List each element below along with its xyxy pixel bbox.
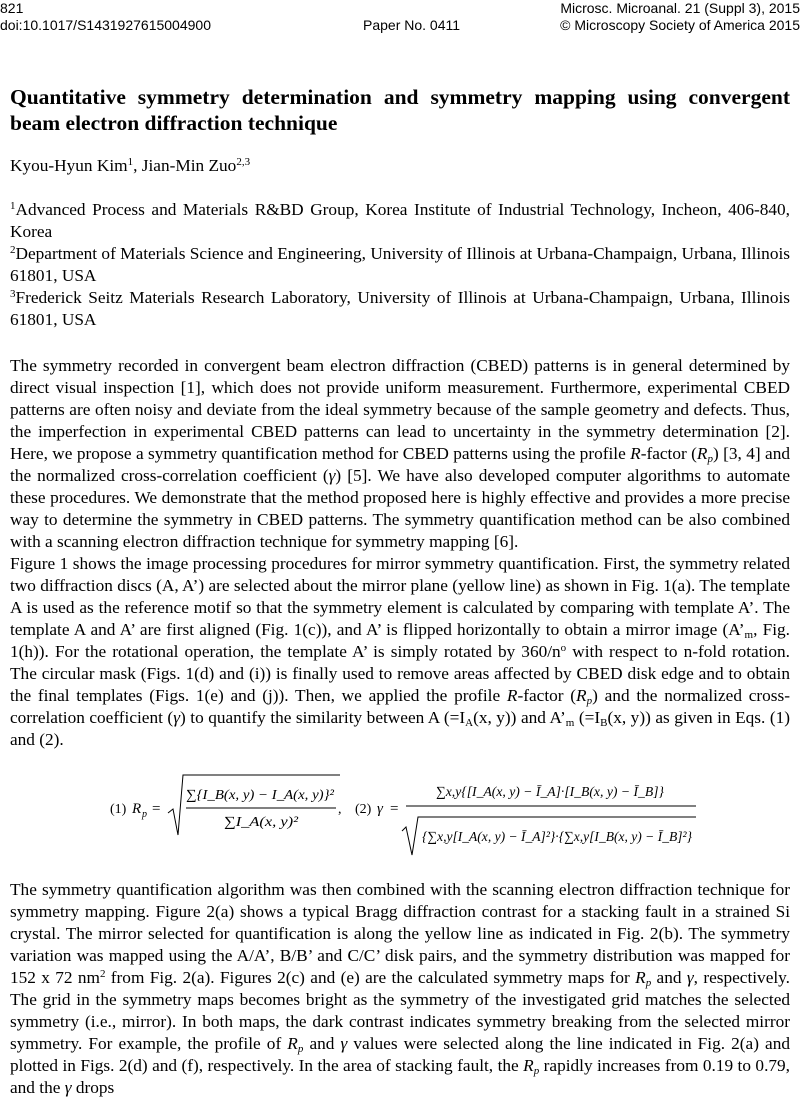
eq1-comma: , bbox=[338, 802, 342, 817]
text-run: The symmetry recorded in convergent beam electron diffraction (CBED) patterns is in general determined by direct visual inspection [1], which does not provide uniform measurement. Furthermore, experimental CBED patterns are often noisy and deviate from the ideal symmetry because of the sample geometry and defects. Thus, the imperfection in experimental CBED patterns can lead to uncertainty in the symmetry determination [2]. Here, we propose a symmetry quantification method for CBED patterns using the profile bbox=[10, 356, 790, 463]
author-separator: , bbox=[133, 156, 142, 175]
text-run: and bbox=[303, 1034, 341, 1053]
eq2-label: (2) bbox=[355, 802, 372, 817]
italic-symbol: R bbox=[287, 1034, 298, 1053]
subscript: p bbox=[586, 695, 593, 707]
affiliation-list bbox=[10, 199, 790, 331]
subscript: p bbox=[707, 453, 713, 465]
author-name: Jian-Min Zuo bbox=[141, 156, 237, 175]
italic-symbol: R bbox=[523, 1056, 534, 1075]
paper-title: Quantitative symmetry determination and symmetry mapping using convergent beam electron diffraction technique bbox=[10, 85, 790, 135]
subscript: p bbox=[533, 1065, 540, 1077]
text-run: The symmetry quantification algorithm was then combined with the scanning electron diffraction technique for symmetry mapping. Figure 2(a) shows a typical Bragg diffraction contrast for a stacking fault in a strained Si crystal. The mirror selected for quantification is along the yellow line as indicated in Fig. 2(b). The symmetry variation was mapped using the A/A’, B/B’ and C/C’ disk pairs, and the symmetry distribution was mapped for 152 x 72 nm bbox=[10, 880, 790, 987]
eq2-numerator: ∑x,y{[I_A(x, y) − Ī_A]·[I_B(x, y) − Ī_B]} bbox=[436, 785, 670, 800]
eq1-equals: = bbox=[152, 801, 161, 817]
affiliation-text: Frederick Seitz Materials Research Laboratory, University of Illinois at Urbana-Champaign, Urbana, Illinois 61801, USA bbox=[10, 288, 790, 329]
italic-symbol: R bbox=[506, 686, 518, 705]
italic-symbol: γ bbox=[64, 1078, 72, 1097]
author-affil-marker: 2,3 bbox=[236, 156, 251, 168]
equations-block bbox=[10, 751, 790, 879]
eq2-symbol: γ bbox=[377, 801, 383, 817]
text-run: with respect to n-fold rotation. The circular mask (Figs. 1(d) and (i)) is finally used to remove areas affected by CBED disk edge and to obtain the final templates (Figs. 1(e) and (j)). Then, we applied the profile bbox=[10, 642, 790, 705]
text-run: ) to quantify the similarity between A (=I bbox=[180, 708, 466, 727]
superscript: 2 bbox=[99, 968, 106, 980]
affiliation-number: 2 bbox=[10, 244, 16, 256]
superscript: o bbox=[560, 642, 567, 654]
italic-symbol: R bbox=[696, 444, 708, 463]
text-run: values were selected along the line indicated in Fig. 2(a) and plotted in Figs. 2(d) and (f), respectively. In the area of stacking fault, the bbox=[10, 1034, 791, 1075]
author-affil-marker: 1 bbox=[127, 156, 134, 168]
italic-symbol: γ bbox=[173, 708, 180, 727]
text-run: (x, y)) and A’ bbox=[473, 708, 566, 727]
text-run: , Fig. 1(h)). For the rotational operation, the template A’ is simply rotated by 360/n bbox=[10, 620, 791, 661]
text-run: ) [3, 4] and the normalized cross-correlation coefficient ( bbox=[10, 444, 790, 485]
paper-number: Paper No. 0411 bbox=[363, 17, 461, 33]
text-run: rapidly increases from 0.19 to 0.79, and the bbox=[10, 1056, 790, 1097]
author-list bbox=[10, 155, 790, 177]
equations-svg bbox=[10, 751, 790, 879]
subscript: B bbox=[600, 717, 608, 729]
copyright: © Microscopy Society of America 2015 bbox=[560, 17, 800, 33]
text-run: ) and the normalized cross-correlation coefficient ( bbox=[10, 686, 790, 727]
italic-symbol: γ bbox=[340, 1034, 348, 1053]
journal-citation: Microsc. Microanal. 21 (Suppl 3), 2015 bbox=[560, 0, 800, 16]
paper-content bbox=[10, 84, 790, 1099]
affiliation bbox=[10, 287, 790, 331]
subscript: m bbox=[565, 717, 575, 729]
text-run: drops bbox=[71, 1078, 115, 1097]
eq1-numerator: ∑{I_B(x, y) − I_A(x, y)}² bbox=[186, 788, 335, 803]
body-paragraph bbox=[10, 355, 790, 553]
page-number: 821 bbox=[0, 0, 24, 16]
affiliation-number: 3 bbox=[10, 288, 16, 300]
author-name: Kyou-Hyun Kim bbox=[10, 156, 128, 175]
text-run: and bbox=[651, 968, 687, 987]
eq1-label: (1) bbox=[110, 802, 127, 817]
affiliation-text: Department of Materials Science and Engineering, University of Illinois at Urbana-Champaign, Urbana, Illinois 61801, USA bbox=[10, 244, 790, 285]
text-run: (x, y)) as given in Eqs. (1) and (2). bbox=[10, 708, 790, 749]
italic-symbol: R bbox=[630, 444, 641, 463]
affiliation bbox=[10, 199, 790, 243]
affiliation-text: Advanced Process and Materials R&BD Group, Korea Institute of Industrial Technology, Incheon, 406-840, Korea bbox=[10, 200, 790, 241]
eq2-equals: = bbox=[390, 801, 399, 817]
italic-symbol: R bbox=[635, 968, 646, 987]
text-run: Figure 1 shows the image processing procedures for mirror symmetry quantification. First, the symmetry related two diffraction discs (A, A’) are selected about the mirror plane (yellow line) as shown in Fig. 1(a). The template A is used as the reference motif so that the symmetry element is calculated by comparing with template A’. The template A and A’ are first aligned (Fig. 1(c)), and A’ is flipped horizontally to obtain a mirror image (A’ bbox=[10, 554, 790, 639]
eq1-denominator: ∑I_A(x, y)² bbox=[224, 815, 299, 830]
italic-symbol: γ bbox=[328, 466, 336, 485]
text-run: ) [5]. We have also developed computer algorithms to automate these procedures. We demonstrate that the method proposed here is highly effective and provides a more precise way to determine the symmetry in CBED patterns. The symmetry quantification method can be also combined with a scanning electron diffraction technique for symmetry mapping [6]. bbox=[10, 466, 790, 551]
text-run: -factor ( bbox=[640, 444, 697, 463]
body-paragraph bbox=[10, 553, 790, 751]
eq1-symbol: R bbox=[132, 801, 142, 817]
text-run: , respectively. The grid in the symmetry maps becomes bright as the symmetry of the investigated grid matches the selected symmetry (i.e., mirror). In both maps, the dark contrast indicates symmetry breaking from the selected mirror symmetry. For example, the profile of bbox=[10, 968, 791, 1053]
eq1-subscript: p bbox=[142, 809, 147, 820]
doi: doi:10.1017/S1431927615004900 bbox=[0, 17, 211, 33]
subscript: A bbox=[465, 717, 474, 729]
eq2-denominator: {∑x,y[I_A(x, y) − Ī_A]²}·{∑x,y[I_B(x, y) − Ī_B]²} bbox=[422, 830, 702, 845]
affiliation-number: 1 bbox=[10, 200, 16, 212]
subscript: m bbox=[744, 629, 754, 641]
text-run: (=I bbox=[574, 708, 601, 727]
italic-symbol: R bbox=[576, 686, 587, 705]
text-run: from Fig. 2(a). Figures 2(c) and (e) are the calculated symmetry maps for bbox=[105, 968, 636, 987]
body-paragraph bbox=[10, 879, 790, 1099]
subscript: p bbox=[297, 1043, 304, 1055]
text-run: -factor ( bbox=[517, 686, 577, 705]
affiliation bbox=[10, 243, 790, 287]
subscript: p bbox=[645, 977, 652, 989]
italic-symbol: γ bbox=[686, 968, 694, 987]
